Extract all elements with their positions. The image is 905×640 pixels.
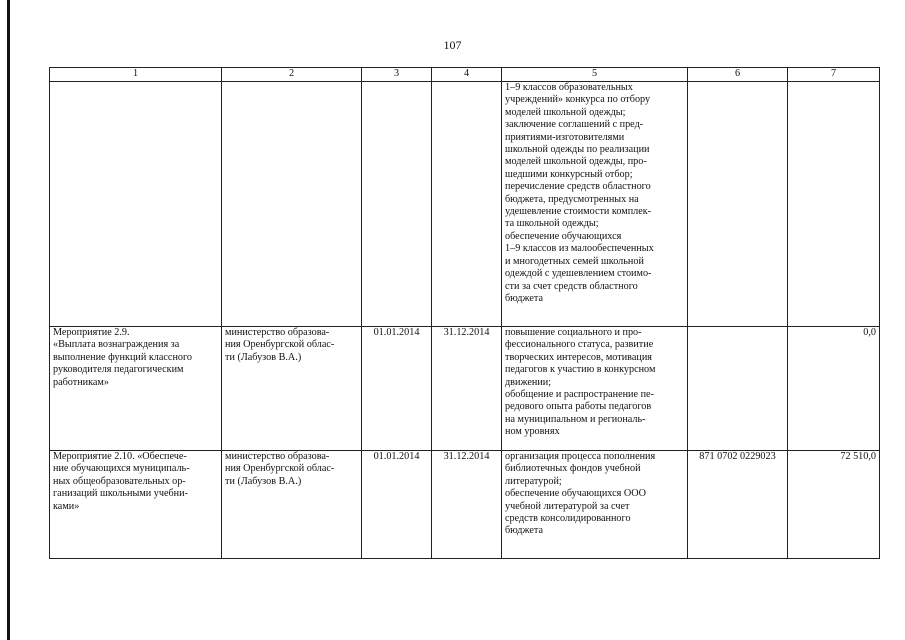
page-number: 107	[443, 38, 462, 52]
column-header-1: 1	[50, 68, 222, 82]
measure-name-cell	[50, 82, 222, 327]
expected-result-cell: 1–9 классов образовательных учреждений» конкурса по отбору моделей школьной одежды; заключение соглашений с пред- приятиями-изготовителями школьной одежды по реализации моделей школьной одежды, про- шедшими конкурсный отбор; перечисление средств областного бюджета, предусмотренных на удешевление стоимости комплек- та школьной одежды; обеспечение обучающихся 1–9 классов из малообеспеченных и многодетных семей школьной одеждой с удешевлением стоимо- сти за счет средств областного бюджета	[502, 82, 688, 327]
column-header-7: 7	[788, 68, 880, 82]
amount-cell: 72 510,0	[788, 451, 880, 559]
end-date-cell: 31.12.2014	[432, 451, 502, 559]
amount-cell: 0,0	[788, 327, 880, 451]
end-date-cell	[432, 82, 502, 327]
expected-result-cell: повышение социального и про- фессионального статуса, развитие творческих интересов, мотивация педагогов к участию в конкурсном движении; обобщение и распространение пе- редового опыта работы педагогов на муниципальном и региональ- ном уровнях	[502, 327, 688, 451]
responsible-cell: министерство образова- ния Оренбургской облас- ти (Лабузов В.А.)	[222, 327, 362, 451]
page-margin-rule	[7, 0, 10, 640]
measure-name-cell: Мероприятие 2.9. «Выплата вознаграждения за выполнение функций классного руководителя педагогическим работникам»	[50, 327, 222, 451]
start-date-cell	[362, 82, 432, 327]
column-header-3: 3	[362, 68, 432, 82]
start-date-cell: 01.01.2014	[362, 327, 432, 451]
measure-name-cell: Мероприятие 2.10. «Обеспече- ние обучающихся муниципаль- ных общеобразовательных ор- ганизаций школьными учебни- ками»	[50, 451, 222, 559]
end-date-cell: 31.12.2014	[432, 327, 502, 451]
column-header-2: 2	[222, 68, 362, 82]
column-header-4: 4	[432, 68, 502, 82]
amount-cell	[788, 82, 880, 327]
budget-code-cell	[688, 327, 788, 451]
table-row	[50, 327, 880, 451]
measures-table	[49, 67, 880, 559]
table-row	[50, 451, 880, 559]
budget-code-cell: 871 0702 0229023	[688, 451, 788, 559]
header-row	[50, 68, 880, 82]
start-date-cell: 01.01.2014	[362, 451, 432, 559]
budget-code-cell	[688, 82, 788, 327]
column-header-5: 5	[502, 68, 688, 82]
table-row	[50, 82, 880, 327]
expected-result-cell: организация процесса пополнения библиотечных фондов учебной литературой; обеспечение обучающихся ООО учебной литературой за счет средств консолидированного бюджета	[502, 451, 688, 559]
column-header-6: 6	[688, 68, 788, 82]
responsible-cell: министерство образова- ния Оренбургской облас- ти (Лабузов В.А.)	[222, 451, 362, 559]
responsible-cell	[222, 82, 362, 327]
